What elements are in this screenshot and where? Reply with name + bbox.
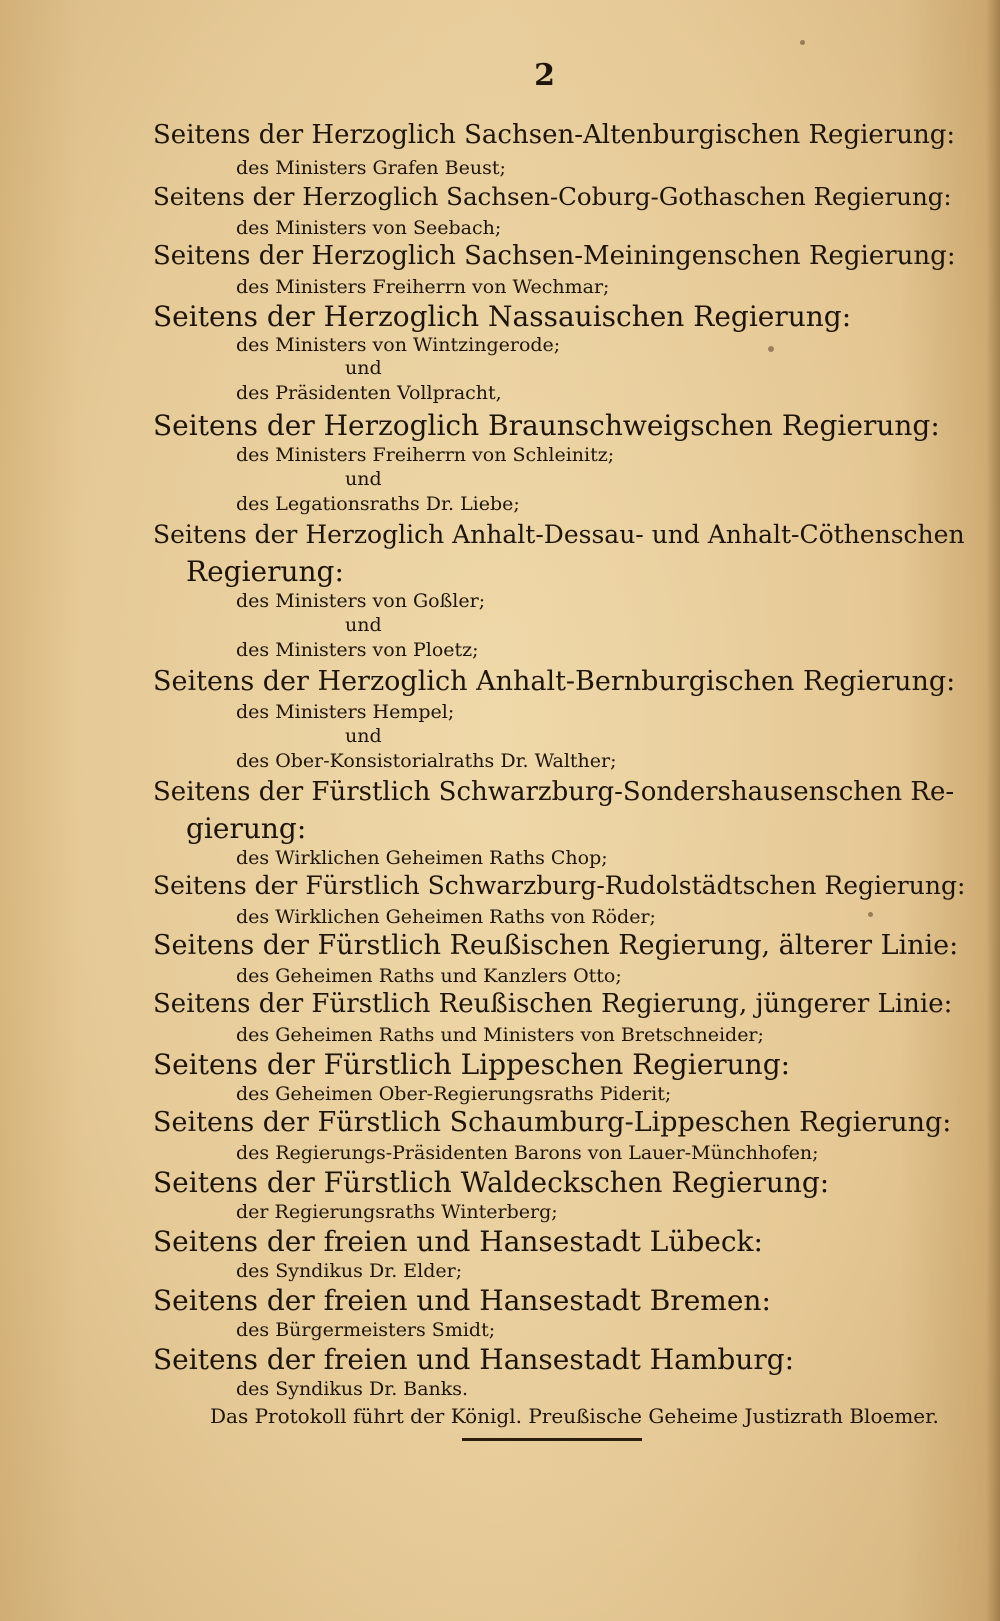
government-heading: Seitens der Fürstlich Lippeschen Regierung:	[153, 1048, 791, 1081]
delegate-line: des Ministers Grafen Beust;	[236, 157, 506, 179]
conjunction-und: und	[345, 725, 382, 747]
government-heading: Seitens der Fürstlich Reußischen Regierung, jüngerer Linie:	[153, 989, 953, 1019]
government-heading: Seitens der freien und Hansestadt Hamburg:	[153, 1343, 795, 1376]
delegate-line: des Bürgermeisters Smidt;	[236, 1319, 496, 1341]
government-heading: Seitens der Herzoglich Anhalt-Dessau- und Anhalt-Cöthenschen	[153, 520, 965, 549]
government-heading: Seitens der freien und Hansestadt Lübeck:	[153, 1225, 763, 1258]
delegate-line: des Wirklichen Geheimen Raths von Röder;	[236, 906, 656, 928]
government-heading: Seitens der Fürstlich Schwarzburg-Sondershausenschen Re-	[153, 777, 955, 807]
page-number: 2	[534, 58, 556, 93]
government-heading: Seitens der Herzoglich Anhalt-Bernburgischen Regierung:	[153, 666, 956, 697]
page-edge-shadow	[986, 0, 1000, 1621]
protocol-keeper-line: Das Protokoll führt der Königl. Preußische Geheime Justizrath Bloemer.	[210, 1404, 939, 1428]
delegate-line: des Syndikus Dr. Elder;	[236, 1260, 463, 1282]
delegate-line: des Ministers von Wintzingerode;	[236, 334, 561, 356]
delegate-line: des Präsidenten Vollpracht,	[236, 382, 502, 404]
government-heading: Seitens der Fürstlich Schaumburg-Lippeschen Regierung:	[153, 1107, 952, 1138]
delegate-line: des Ministers Freiherrn von Wechmar;	[236, 276, 610, 298]
ink-speck	[868, 912, 873, 917]
delegate-line: des Syndikus Dr. Banks.	[236, 1378, 469, 1400]
government-heading: Seitens der Herzoglich Braunschweigschen Regierung:	[153, 409, 940, 442]
delegate-line: der Regierungsraths Winterberg;	[236, 1201, 558, 1223]
closing-rule	[462, 1438, 642, 1441]
ink-speck	[768, 346, 774, 352]
government-heading-continued: gierung:	[186, 812, 307, 845]
delegate-line: des Ministers Freiherrn von Schleinitz;	[236, 444, 615, 466]
government-heading: Seitens der Herzoglich Nassauischen Regierung:	[153, 300, 852, 333]
government-heading: Seitens der Fürstlich Schwarzburg-Rudolstädtschen Regierung:	[153, 871, 966, 900]
delegate-line: des Geheimen Raths und Ministers von Bretschneider;	[236, 1024, 764, 1046]
delegate-line: des Ministers von Goßler;	[236, 590, 486, 612]
government-heading: Seitens der Fürstlich Reußischen Regierung, älterer Linie:	[153, 930, 959, 961]
delegate-line: des Geheimen Ober-Regierungsraths Piderit;	[236, 1083, 672, 1105]
government-heading: Seitens der Herzoglich Sachsen-Meiningenschen Regierung:	[153, 241, 956, 271]
delegate-line: des Ministers Hempel;	[236, 701, 455, 723]
conjunction-und: und	[345, 357, 382, 379]
delegate-line: des Wirklichen Geheimen Raths Chop;	[236, 847, 608, 869]
government-heading: Seitens der freien und Hansestadt Bremen:	[153, 1284, 771, 1317]
government-heading: Seitens der Fürstlich Waldeckschen Regierung:	[153, 1166, 830, 1199]
government-heading: Seitens der Herzoglich Sachsen-Coburg-Gothaschen Regierung:	[153, 182, 952, 211]
delegate-line: des Regierungs-Präsidenten Barons von Lauer-Münchhofen;	[236, 1142, 819, 1164]
conjunction-und: und	[345, 614, 382, 636]
delegate-line: des Ober-Konsistorialraths Dr. Walther;	[236, 750, 617, 772]
government-heading: Seitens der Herzoglich Sachsen-Altenburgischen Regierung:	[153, 120, 956, 150]
government-heading-continued: Regierung:	[186, 555, 344, 588]
delegate-line: des Ministers von Seebach;	[236, 217, 502, 239]
delegate-line: des Ministers von Ploetz;	[236, 639, 479, 661]
delegate-line: des Legationsraths Dr. Liebe;	[236, 493, 520, 515]
ink-speck	[800, 40, 805, 45]
conjunction-und: und	[345, 468, 382, 490]
delegate-line: des Geheimen Raths und Kanzlers Otto;	[236, 965, 622, 987]
